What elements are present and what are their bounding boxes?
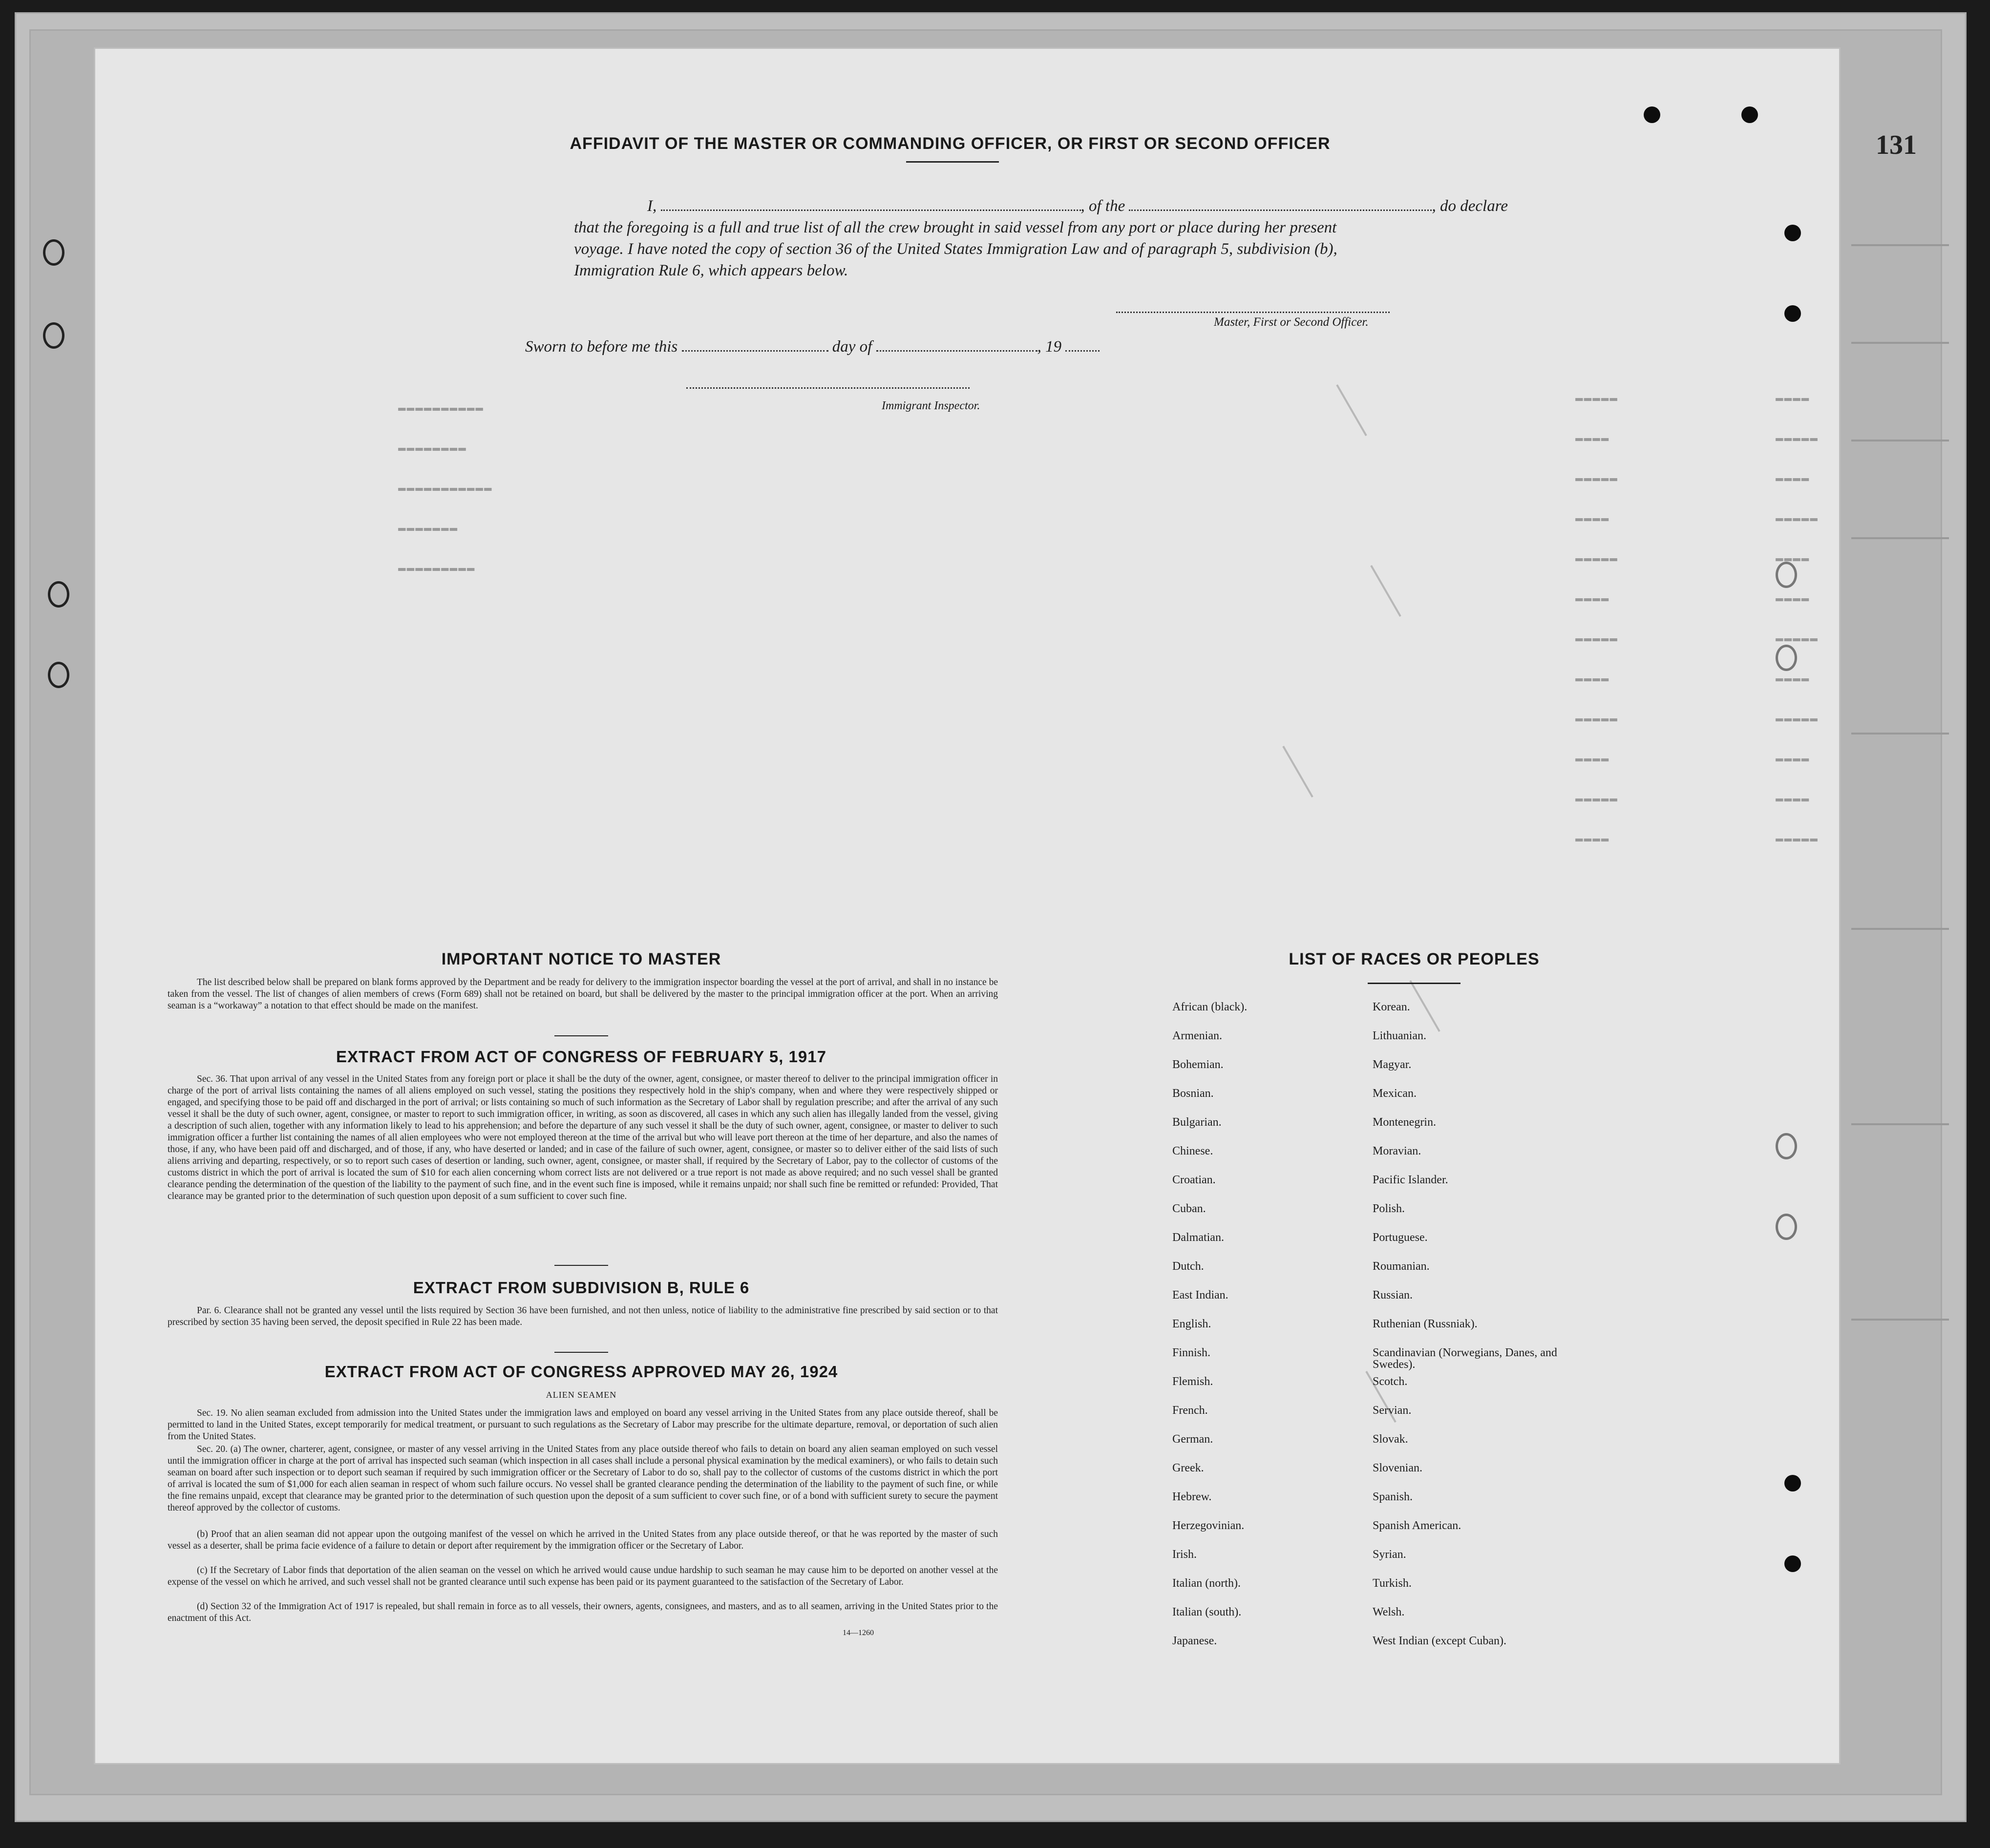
extract-1924-sec19: Sec. 19. No alien seaman excluded from admission into the United States under the immigration laws and employed on board any vessel arriving in the United States from any place outside thereof, shall be permitted to land in the United States, except temporarily for medical treatment, or pursuant to such regulations as the Secretary of Labor may prescribe for the ultimate departure, removal, or deportation of such alien from the United States. <box>168 1408 998 1442</box>
race-item: Dalmatian. <box>1172 1231 1224 1244</box>
race-item: Hebrew. <box>1172 1491 1212 1503</box>
race-item: Slovak. <box>1373 1433 1408 1446</box>
bleed-through-column: ▬▬▬▬ ▬▬▬▬▬ ▬▬▬▬ ▬▬▬▬▬ ▬▬▬▬ ▬▬▬▬ ▬▬▬▬▬ ▬▬▬▬ ▬▬▬▬▬ ▬▬▬▬ ▬▬▬▬ ▬▬▬▬▬ <box>1776 391 1819 846</box>
signature-label: Master, First or Second Officer. <box>1214 315 1369 329</box>
punch-hole-icon <box>1784 1475 1801 1491</box>
notice-body: The list described below shall be prepared on blank forms approved by the Department and be ready for delivery to the immigration inspector boarding the vessel at the port of arrival, and shall in no instance be taken from the vessel. The list of changes of alien members of crews (Form 689) shall not be retained on board, but shall be delivered by the master to the principal immigration officer at the port. When an arriving seaman is a “workaway” a notation to that effect should be made on the manifest. <box>168 977 998 1011</box>
race-item: Mexican. <box>1373 1087 1417 1100</box>
race-item: English. <box>1172 1318 1211 1330</box>
ghost-rule <box>1851 342 1949 344</box>
race-item: Slovenian. <box>1373 1462 1422 1474</box>
race-item: Bulgarian. <box>1172 1116 1222 1129</box>
race-item: Flemish. <box>1172 1375 1213 1388</box>
extract-1924-sec20d: (d) Section 32 of the Immigration Act of 1917 is repealed, but shall remain in force as to all vessels, their owners, agents, consignees, and masters, and as to all seamen, arriving in the United States prior to the enactment of this Act. <box>168 1601 998 1623</box>
punch-ring-icon <box>1776 645 1797 671</box>
race-item: Cuban. <box>1172 1202 1206 1215</box>
extract-1924-sec20b: (b) Proof that an alien seaman did not appear upon the outgoing manifest of the vessel on which he arrived in the United States from any place outside thereof, or that he was reported by the master of such vessel as a deserter, shall be prima facie evidence of a failure to detain or deport after requirement by the immigration officer or the Secretary of Labor. <box>168 1529 998 1551</box>
inspector-label: Immigrant Inspector. <box>882 399 980 412</box>
race-item: Moravian. <box>1373 1145 1421 1157</box>
binder-hole-icon <box>43 239 64 266</box>
race-item: French. <box>1172 1404 1208 1417</box>
section-rule <box>554 1265 608 1266</box>
bleed-through-mark <box>1336 384 1367 436</box>
binder-hole-icon <box>48 581 69 608</box>
ghost-rule <box>1851 1123 1949 1125</box>
punch-hole-icon <box>1784 305 1801 322</box>
race-item: Japanese. <box>1172 1635 1217 1647</box>
year-label: , 19 <box>1037 338 1062 356</box>
punch-hole-icon <box>1741 106 1758 123</box>
notice-title: IMPORTANT NOTICE TO MASTER <box>441 950 721 968</box>
race-item: Lithuanian. <box>1373 1029 1426 1042</box>
race-item: Syrian. <box>1373 1548 1406 1561</box>
declare-of-the-label: , of the <box>1080 197 1125 215</box>
name-field[interactable] <box>661 196 1081 211</box>
binder-hole-icon <box>43 322 64 349</box>
punch-ring-icon <box>1776 1214 1797 1240</box>
section-rule <box>554 1035 608 1036</box>
page-number: 131 <box>1876 130 1917 160</box>
sworn-label: Sworn to before me this <box>525 338 678 356</box>
form-number: 14—1260 <box>843 1629 874 1637</box>
race-item: Russian. <box>1373 1289 1413 1302</box>
affidavit-line-4: Immigration Rule 6, which appears below. <box>574 262 848 279</box>
race-item: Spanish American. <box>1373 1519 1461 1532</box>
punch-hole-icon <box>1784 225 1801 241</box>
sworn-year-field[interactable] <box>1065 336 1100 352</box>
affidavit-declaration-line <box>647 195 1508 217</box>
race-item: Bohemian. <box>1172 1058 1224 1071</box>
binder-hole-icon <box>48 662 69 688</box>
race-item: German. <box>1172 1433 1213 1446</box>
bleed-through-mark <box>1370 565 1401 617</box>
race-item: Pacific Islander. <box>1373 1174 1448 1186</box>
sworn-month-field[interactable] <box>876 336 1037 352</box>
section-rule <box>554 1352 608 1353</box>
races-title-rule <box>1368 983 1461 984</box>
declare-do-label: , do declare <box>1432 197 1508 215</box>
manifest-sheet <box>95 49 1839 1763</box>
extract-rule6-body: Par. 6. Clearance shall not be granted any vessel until the lists required by Section 36 have been furnished, and not then unless, notice of liability to the administrative fine prescribed by said section or to that prescribed by section 35 having been served, the deposit specified in Rule 22 has been made. <box>168 1305 998 1327</box>
signature-field[interactable] <box>1116 298 1390 313</box>
race-item: Scotch. <box>1373 1375 1408 1388</box>
races-title: LIST OF RACES OR PEOPLES <box>1289 950 1540 968</box>
race-item: Finnish. <box>1172 1346 1211 1359</box>
title-rule <box>906 161 999 163</box>
race-item: Scandinavian (Norwegians, Danes, and Swedes). <box>1373 1346 1557 1371</box>
race-item: Chinese. <box>1172 1145 1213 1157</box>
bleed-through-column: ▬▬▬▬▬▬▬▬▬▬ ▬▬▬▬▬▬▬▬ ▬▬▬▬▬▬▬▬▬▬▬ ▬▬▬▬▬▬▬ ▬▬▬▬▬▬▬▬▬ <box>398 400 493 575</box>
races-column-1 <box>1172 1001 1247 1664</box>
race-item: Montenegrin. <box>1373 1116 1436 1129</box>
extract-1924-sec20c: (c) If the Secretary of Labor finds that deportation of the alien seaman on the vessel on which he arrived would cause undue hardship to such seaman he may cause him to be deported on another vessel at the expense of the vessel on which he arrived, and such vessel shall not be granted clearance until such expense has been paid or its payment guaranteed to the satisfaction of the Secretary of Labor. <box>168 1565 998 1587</box>
race-item: Croatian. <box>1172 1174 1216 1186</box>
race-item: Herzegovinian. <box>1172 1519 1245 1532</box>
ghost-rule <box>1851 1319 1949 1321</box>
punch-ring-icon <box>1776 562 1797 588</box>
race-item: West Indian (except Cuban). <box>1373 1635 1506 1647</box>
race-item: Armenian. <box>1172 1029 1222 1042</box>
ghost-rule <box>1851 244 1949 246</box>
race-item: Italian (north). <box>1172 1577 1241 1590</box>
ghost-rule <box>1851 928 1949 930</box>
race-item: Servian. <box>1373 1404 1412 1417</box>
bleed-through-column: ▬▬▬▬▬ ▬▬▬▬ ▬▬▬▬▬ ▬▬▬▬ ▬▬▬▬▬ ▬▬▬▬ ▬▬▬▬▬ ▬▬▬▬ ▬▬▬▬▬ ▬▬▬▬ ▬▬▬▬▬ ▬▬▬▬ <box>1575 391 1619 846</box>
race-item: Portuguese. <box>1373 1231 1428 1244</box>
race-item: Spanish. <box>1373 1491 1413 1503</box>
ghost-rule <box>1851 440 1949 441</box>
race-item: Korean. <box>1373 1001 1410 1013</box>
race-item: African (black). <box>1172 1001 1248 1013</box>
alien-seamen-subtitle: ALIEN SEAMEN <box>546 1390 617 1400</box>
affidavit-title: AFFIDAVIT OF THE MASTER OR COMMANDING OFFICER, OR FIRST OR SECOND OFFICER <box>570 134 1331 153</box>
extract-1924-title: EXTRACT FROM ACT OF CONGRESS APPROVED MAY 26, 1924 <box>324 1363 838 1381</box>
punch-hole-icon <box>1784 1555 1801 1572</box>
declare-i-label: I, <box>647 197 657 215</box>
race-item: Roumanian. <box>1373 1260 1430 1273</box>
extract-1917-title: EXTRACT FROM ACT OF CONGRESS OF FEBRUARY 5, 1917 <box>336 1048 826 1066</box>
race-item: Italian (south). <box>1172 1606 1242 1618</box>
day-of-label: day of <box>832 338 872 356</box>
affidavit-line-2: that the foregoing is a full and true list of all the crew brought in said vessel from any port or place during her present <box>574 219 1337 236</box>
affidavit-line-3: voyage. I have noted the copy of section 36 of the United States Immigration Law and of paragraph 5, subdivision (b), <box>574 240 1337 258</box>
sworn-day-field[interactable] <box>682 336 828 352</box>
ghost-rule <box>1851 733 1949 735</box>
extract-rule6-title: EXTRACT FROM SUBDIVISION B, RULE 6 <box>413 1279 750 1297</box>
race-item: Greek. <box>1172 1462 1204 1474</box>
race-item: Turkish. <box>1373 1577 1412 1590</box>
vessel-field[interactable] <box>1129 196 1432 211</box>
race-item: Magyar. <box>1373 1058 1412 1071</box>
inspector-signature-field[interactable] <box>686 374 970 389</box>
punch-hole-icon <box>1644 106 1660 123</box>
race-item: Welsh. <box>1373 1606 1405 1618</box>
punch-ring-icon <box>1776 1133 1797 1159</box>
race-item: Bosnian. <box>1172 1087 1214 1100</box>
race-item: Polish. <box>1373 1202 1405 1215</box>
extract-1917-body: Sec. 36. That upon arrival of any vessel in the United States from any foreign port or place it shall be the duty of the owner, agent, consignee, or master thereof to deliver to the principal immigration officer in charge of the port of arrival lists containing the names of all aliens employed on such vessel, stating the positions they respectively hold in the ship's company, when and where they were respectively shipped or engaged, and specifying those to be paid off and discharged in the port of arrival; or lists containing so much of such information as the Secretary of Labor shall by regulation prescribe; and after the arrival of any such vessel it shall be the duty of such owner, agent, consignee, or master to report to such immigration officer, in writing, as soon as discovered, all cases in which any such alien has illegally landed from the vessel, giving a description of such alien, together with any information likely to lead to his apprehension; and before the departure of any such vessel it shall be the duty of such owner, agent, consignee, or master to deliver to such immigration officer a further list containing the names of all alien employees who were not employed thereon at the time of the arrival but who will leave port thereon at the time of her departure, and also the names of those, if any, who have been paid off and discharged, and of those, if any, who have deserted or landed; and in case of the failure of such owner, agent, consignee, or master so to deliver either of the said lists of such aliens arriving and departing, respectively, or so to report such cases of desertion or landing, such owner, agent, consignee, or master shall, if required by the Secretary of Labor, pay to the collector of customs of the customs district in which the port of arrival is located the sum of $10 for each alien concerning whom correct lists are not delivered or a true report is not made as above required; and no such vessel shall be granted clearance pending the determination of the question of the liability to the payment of such fine, and in the event such fine is imposed, while it remains unpaid; nor shall such fine be remitted or refunded: Provided, That clearance may be granted prior to the determination of such question upon deposit of a sum sufficient to cover such fine. <box>168 1074 998 1201</box>
extract-1924-sec20a: Sec. 20. (a) The owner, charterer, agent, consignee, or master of any vessel arriving in the United States from any place outside thereof who fails to detain on board any alien seaman employed on such vessel until the immigration officer in charge at the port of arrival has inspected such seaman (which inspection in all cases shall include a personal physical examination by the medical examiners), or who fails to detain such seaman on board after such inspection or to deport such seaman if required by such immigration officer or the Secretary of Labor to do so, shall pay to the collector of customs of the customs district in which the port of arrival is located the sum of $1,000 for each alien seaman in respect of whom such failure occurs. No vessel shall be granted clearance pending the determination of the liability to the payment of such fine, or while the fine remains unpaid, except that clearance may be granted prior to the determination of such question upon the deposit of a sum sufficient to cover such fine, or of a bond with sufficient surety to secure the payment thereof approved by the collector of customs. <box>168 1444 998 1513</box>
ghost-rule <box>1851 537 1949 539</box>
races-column-2 <box>1373 1001 1578 1664</box>
bleed-through-mark <box>1282 746 1313 798</box>
race-item: Dutch. <box>1172 1260 1204 1273</box>
race-item: Irish. <box>1172 1548 1197 1561</box>
race-item: Ruthenian (Russniak). <box>1373 1318 1478 1330</box>
sworn-line <box>525 336 1100 357</box>
race-item: East Indian. <box>1172 1289 1228 1302</box>
